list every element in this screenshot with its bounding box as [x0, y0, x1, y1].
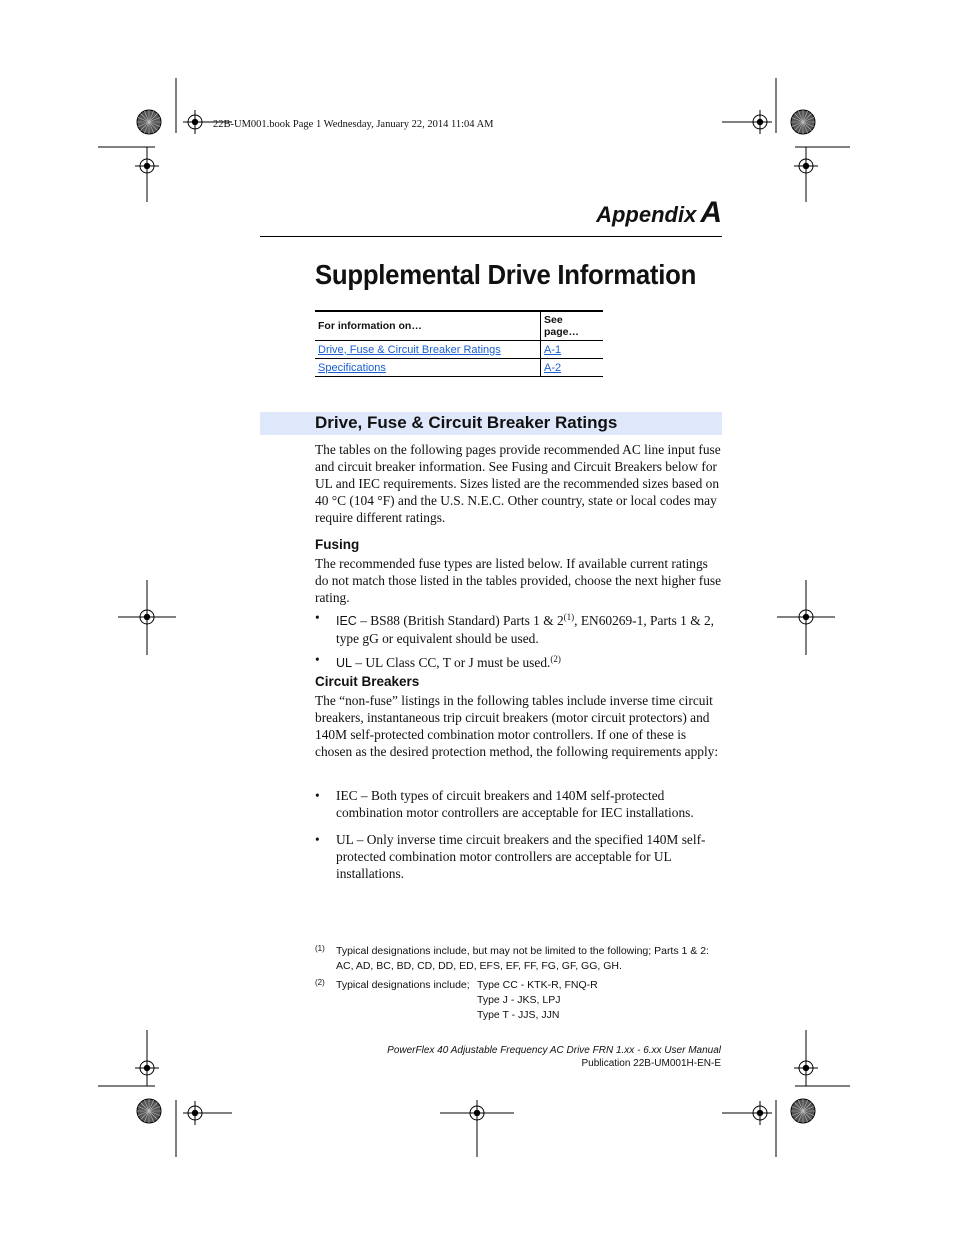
ul-label: UL — [336, 656, 352, 670]
footnote-1 — [315, 944, 725, 974]
footnote-number: (2) — [315, 978, 325, 987]
toc-col-page: See page… — [541, 311, 604, 341]
fuse-type-t: Type T - JJS, JJN — [477, 1009, 560, 1021]
footnote-number: (1) — [315, 944, 325, 953]
appendix-word: Appendix — [596, 202, 697, 227]
book-header: 22B-UM001.book Page 1 Wednesday, January 22, 2014 11:04 AM — [213, 119, 494, 130]
fusing-text: The recommended fuse types are listed below. If available current ratings do not match those listed in the tables provided, choose the next higher fuse rating. — [315, 556, 722, 605]
breakers-heading: Circuit Breakers — [315, 674, 420, 689]
fuse-ul-text: – UL Class CC, T or J must be used. — [351, 655, 551, 670]
footnote-label: Typical designations include; — [336, 979, 470, 991]
page-title: Supplemental Drive Information — [315, 259, 697, 290]
breakers-list — [315, 787, 723, 882]
manual-title: PowerFlex 40 Adjustable Frequency AC Drive FRN 1.xx - 6.xx User Manual — [387, 1045, 721, 1056]
toc-row — [315, 359, 603, 377]
list-item: • IEC – Both types of circuit breakers and 140M self-protected combination motor controllers are acceptable for IEC installations. — [315, 787, 723, 821]
toc-row — [315, 341, 603, 359]
list-item — [315, 609, 723, 647]
fuse-iec-text: – BS88 (British Standard) Parts 1 & 2 — [356, 613, 564, 628]
footnote-text: Typical designations include, but may not be limited to the following; Parts 1 & 2: AC, AD, BC, BD, CD, DD, ED, EFS, EF, FF, FG, GF, GG, GH. — [336, 945, 709, 972]
list-item: • UL – Only inverse time circuit breakers and the specified 140M self-protected combination motor controllers are acceptable for UL installations. — [315, 831, 723, 882]
footnote-2 — [315, 978, 725, 1023]
section-intro: The tables on the following pages provide recommended AC line input fuse and circuit breaker information. See Fusing and Circuit Breakers below for UL and IEC requirements. Sizes listed are the recommended sizes based on 40 °C (104 °F) and the U.S. N.E.C. Other country, state or local codes may require different ratings. — [315, 442, 721, 525]
toc-page-link-a2[interactable]: A-2 — [544, 361, 562, 374]
publication-number: Publication 22B-UM001H-EN-E — [581, 1058, 721, 1069]
page-footer — [387, 1044, 721, 1070]
footnote-ref-2: (2) — [550, 654, 561, 664]
list-item — [315, 651, 723, 672]
fuse-iec-tail: , EN60269-1, Parts 1 & 2, type gG or equivalent should be used. — [336, 613, 715, 646]
section-title: Drive, Fuse & Circuit Breaker Ratings — [315, 413, 618, 432]
toc-page-link-a1[interactable]: A-1 — [544, 343, 562, 356]
appendix-letter: A — [700, 196, 722, 229]
footnotes — [315, 944, 725, 1027]
toc-link-specifications[interactable]: Specifications — [318, 361, 386, 374]
heading-rule — [260, 236, 722, 237]
toc-link-ratings[interactable]: Drive, Fuse & Circuit Breaker Ratings — [318, 343, 501, 356]
toc-table — [315, 310, 603, 377]
fusing-list — [315, 609, 723, 672]
toc-col-topic: For information on… — [315, 311, 541, 341]
footnote-ref-1: (1) — [563, 612, 575, 622]
breakers-text: The “non-fuse” listings in the following tables include inverse time circuit breakers, instantaneous trip circuit breakers (motor circuit protectors) and 140M self-protected combination motor controllers. If one of these is chosen as the desired protection method, the following requirements apply: — [315, 693, 719, 759]
appendix-heading — [596, 196, 722, 230]
toc-header-row — [315, 311, 603, 341]
iec-label: IEC — [336, 614, 357, 628]
fuse-type-cc: Type CC - KTK-R, FNQ-R — [477, 979, 598, 991]
fusing-heading: Fusing — [315, 537, 360, 552]
fuse-type-j: Type J - JKS, LPJ — [477, 994, 561, 1006]
